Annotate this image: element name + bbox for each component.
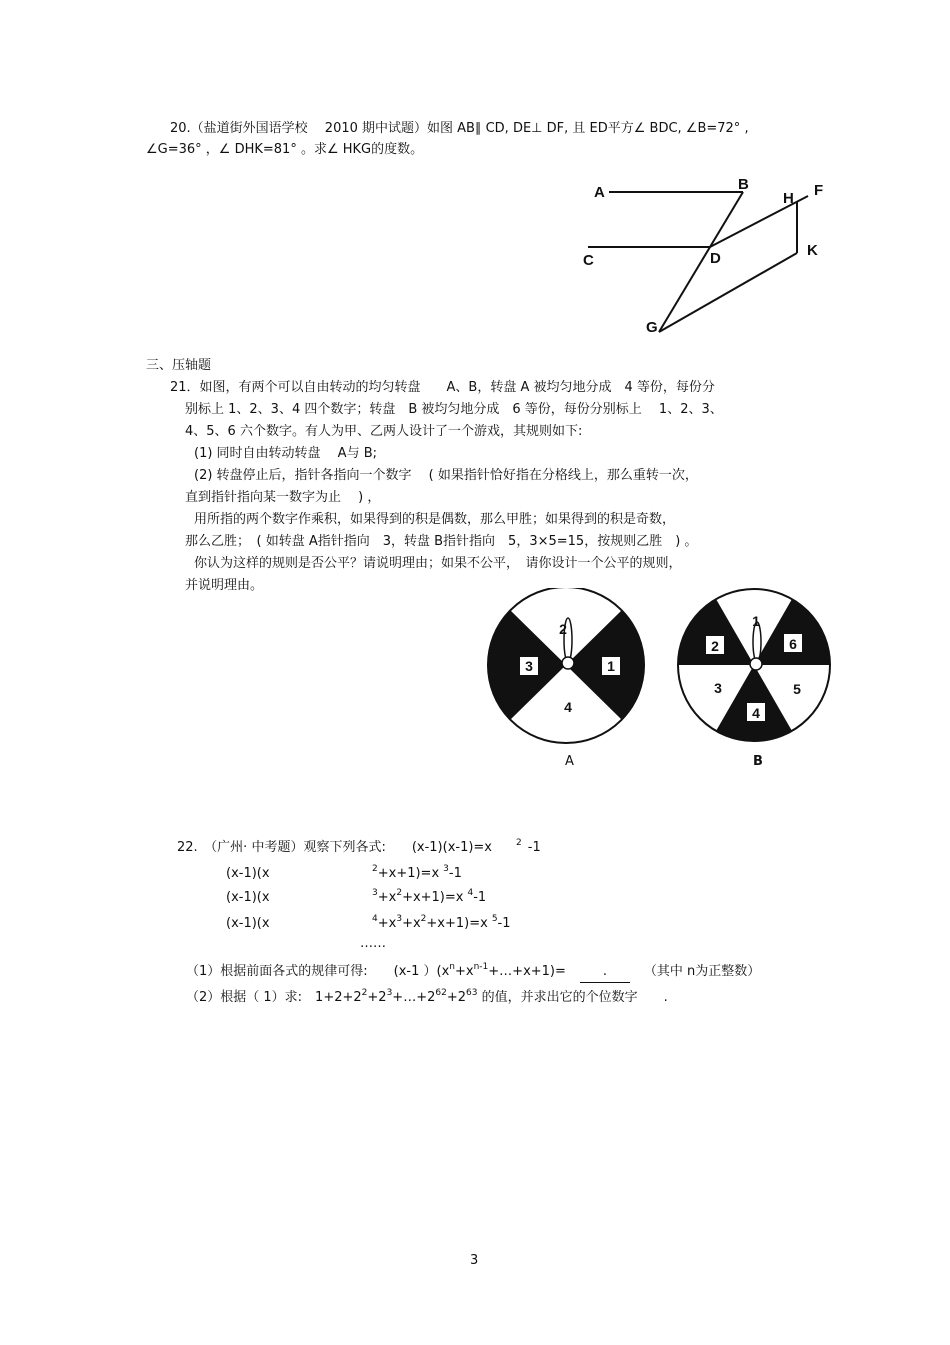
q21-line2: 别标上 1、2、3、4 四个数字；转盘 B 被均匀地分成 6 等份，每份分别标上 1、2、3、 [185,402,723,417]
label-d: D [710,250,721,267]
label-f: F [814,182,824,199]
spinner-a-num-4: 4 [564,699,572,715]
q22-eq2-right: $^3+x^2+x+1)=x$ $^4$-1 [372,888,487,905]
q22-eq1: (x-1)(x [226,866,270,881]
spinner-b-num-2: 2 [711,638,719,654]
q20-figure [570,172,840,342]
spinner-b-num-5: 5 [793,681,801,697]
spinner-b-num-4: 4 [752,705,760,721]
section-title: 三、压轴题 [146,358,212,373]
q22-eq3-right: $^4+x^3+x^2+x+1)=x$ $^5$-1 [372,914,511,931]
label-a: A [594,184,605,201]
spinner-a-num-2: 2 [559,621,567,637]
label-k: K [807,242,818,259]
q22-part1: （1）根据前面各式的规律可得: (x-1 ）$(x^n+x^{n-1}+\dots+x+1)=$ . （其中 n为正整数） [186,962,760,983]
q22-eq2: (x-1)(x [226,890,270,905]
spinner-a [485,588,650,748]
spinner-b [672,588,837,748]
spinner-b-label: B [753,754,763,769]
label-g: G [646,319,658,336]
q22-intro: 22. （广州· 中考题）观察下列各式: (x-1)(x-1)=x $^2$ -1 [177,838,541,855]
q21-line10: 并说明理由。 [185,578,264,593]
spinner-b-num-1: 1 [752,613,760,629]
page-number: 3 [470,1253,479,1268]
q21-line6: 直到指针指向某一数字为止 ) ， [185,490,381,505]
q21-line1: 21．如图，有两个可以自由转动的均匀转盘 A、B，转盘 A 被均匀地分成 4 等份，每份分 [170,380,715,395]
spinner-a-num-3: 3 [525,658,533,674]
spinner-a-num-1: 1 [607,658,615,674]
spinner-a-label: A [565,754,574,769]
spinner-b-num-6: 6 [789,636,797,652]
answer-blank[interactable]: . [580,962,630,983]
line-kg [659,253,797,332]
q21-line9: 你认为这样的规则是否公平？请说明理由；如果不公平， 请你设计一个公平的规则， [194,556,682,571]
q21-line3: 4、5、6 六个数字。有人为甲、乙两人设计了一个游戏，其规则如下: [185,424,583,439]
q22-eq3: (x-1)(x [226,916,270,931]
line-bg [659,192,743,332]
q21-line7: 用所指的两个数字作乘积，如果得到的积是偶数，那么甲胜；如果得到的积是奇数， [194,512,676,527]
label-h: H [783,190,794,207]
q22-dots: …… [360,936,386,951]
label-b: B [738,176,749,193]
q21-line8: 那么乙胜； ( 如转盘 A指针指向 3，转盘 B指针指向 5，3×5=15，按规则乙胜 ) 。 [185,534,698,549]
q22-part2: （2）根据（ 1）求: $1+2+2^2+2^3+\dots+2^{62}+2^{63}$ 的值，并求出它的个位数字 . [186,988,668,1005]
q20-line2: ∠G=36° ，∠ DHK=81° 。求∠ HKG的度数。 [146,142,424,157]
q21-line5: (2) 转盘停止后，指针各指向一个数字 ( 如果指针恰好指在分格线上，那么重转一次， [194,468,698,483]
q20-line1: 20.（盐道街外国语学校 2010 期中试题）如图 AB∥ CD, DE⊥ DF, 且 ED平方∠ BDC, ∠B=72° , [170,121,749,136]
spinner-b-num-3: 3 [714,680,722,696]
q21-line4: (1) 同时自由转动转盘 A与 B; [194,446,378,461]
q22-eq1-right: $^2$+x+1)=x $^3$-1 [372,864,462,881]
label-c: C [583,252,594,269]
